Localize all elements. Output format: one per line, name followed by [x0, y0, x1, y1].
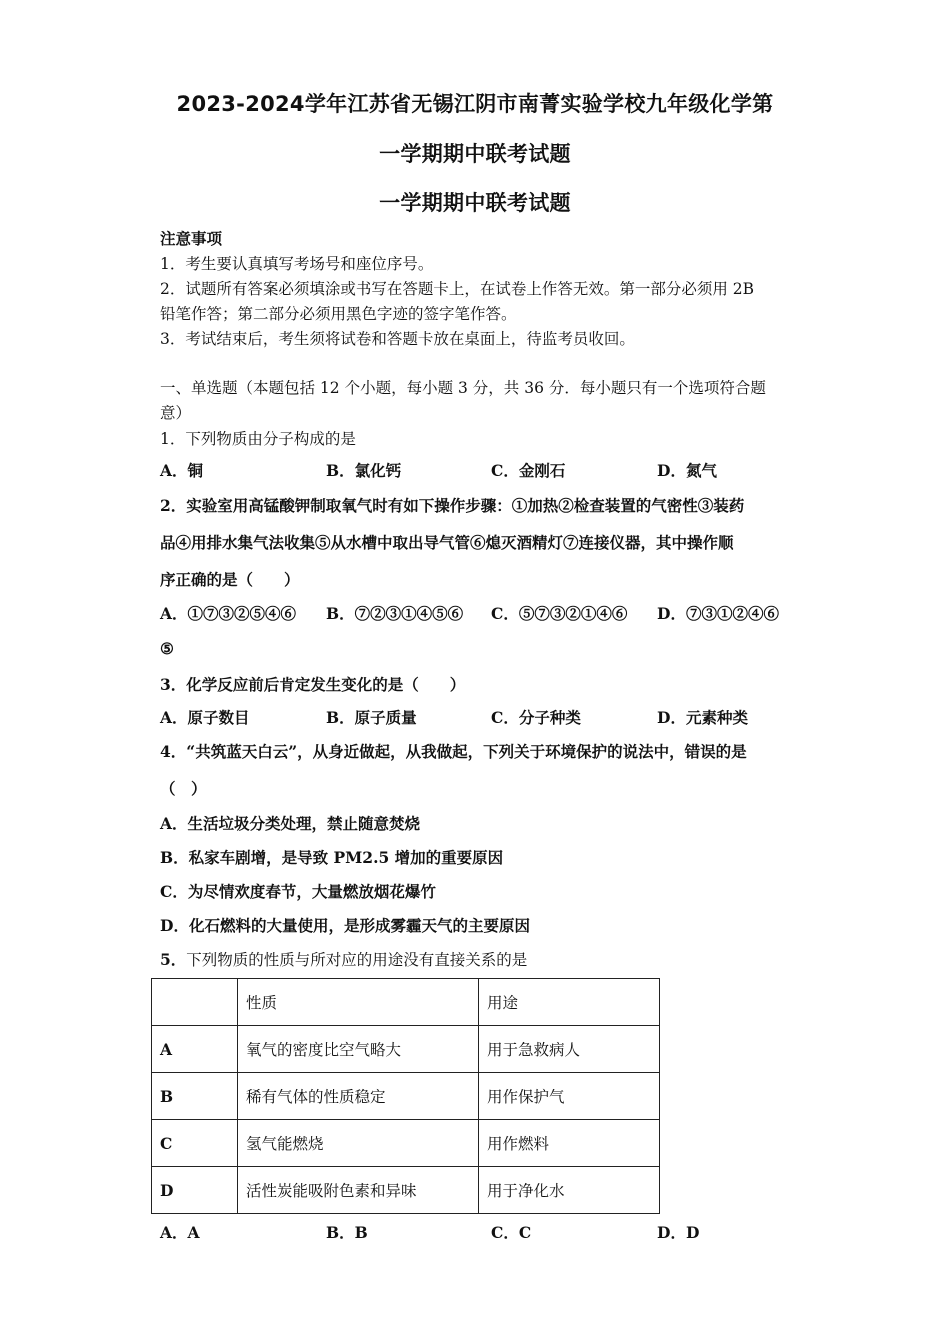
- question-2-option-d: D．⑦③①②④⑥: [657, 604, 779, 623]
- question-5-option-a: A．A: [160, 1223, 200, 1242]
- table-cell: 稀有气体的性质稳定: [238, 1073, 479, 1120]
- question-2-option-a: A．①⑦③②⑤④⑥: [160, 604, 297, 623]
- table-header-cell: 用途: [479, 979, 660, 1026]
- table-cell: 用作保护气: [479, 1073, 660, 1120]
- note-item: 3．考试结束后，考生须将试卷和答题卡放在桌面上，待监考员收回。: [160, 330, 635, 348]
- title-line-2: 一学期期中联考试题: [379, 142, 571, 166]
- table-cell: 氧气的密度比空气略大: [238, 1026, 479, 1073]
- question-5-option-d: D．D: [657, 1223, 700, 1242]
- question-2-stem-end: 序正确的是（ ）: [160, 570, 300, 589]
- table-row: [152, 1120, 660, 1167]
- section-heading-cont: 意）: [160, 404, 192, 422]
- question-2-stem-cont: 品④用排水集气法收集⑤从水槽中取出导气管⑥熄灭酒精灯⑦连接仪器，其中操作顺: [160, 533, 734, 552]
- question-2-option-b: B．⑦②③①④⑤⑥: [326, 604, 464, 623]
- table-header-row: [152, 979, 660, 1026]
- question-5-option-b: B．B: [326, 1223, 368, 1242]
- question-4-option-b: B．私家车剧增，是导致 PM2.5 增加的重要原因: [160, 848, 504, 867]
- title-line-1: 2023-2024学年江苏省无锡江阴市南菁实验学校九年级化学第: [176, 92, 774, 116]
- table-cell: B: [152, 1073, 238, 1120]
- table-cell: C: [152, 1120, 238, 1167]
- table-row: [152, 1026, 660, 1073]
- question-1-option-c: C．金刚石: [491, 461, 566, 480]
- question-5-option-c: C．C: [491, 1223, 532, 1242]
- question-3-option-d: D．元素种类: [657, 708, 748, 727]
- question-1-stem: 1．下列物质由分子构成的是: [160, 430, 356, 448]
- question-5-stem: [160, 948, 527, 970]
- question-5-number: 5．: [160, 950, 187, 969]
- table-cell: A: [152, 1026, 238, 1073]
- question-5-text: 下列物质的性质与所对应的用途没有直接关系的是: [186, 951, 528, 969]
- section-heading: 一、单选题（本题包括 12 个小题，每小题 3 分，共 36 分．每小题只有一个选项符合题: [160, 379, 766, 397]
- note-item: 1．考生要认真填写考场号和座位序号。: [160, 255, 434, 273]
- question-3-option-a: A．原子数目: [160, 708, 250, 727]
- question-2-option-c: C．⑤⑦③②①④⑥: [491, 604, 628, 623]
- notes-heading: 注意事项: [160, 229, 223, 248]
- question-1-option-b: B．氯化钙: [326, 461, 402, 480]
- table-row: [152, 1167, 660, 1214]
- question-3-option-b: B．原子质量: [326, 708, 417, 727]
- question-4-option-c: C．为尽情欢度春节，大量燃放烟花爆竹: [160, 882, 436, 901]
- table-cell: 用作燃料: [479, 1120, 660, 1167]
- table-cell: D: [152, 1167, 238, 1214]
- note-item: 铅笔作答；第二部分必须用黑色字迹的签字笔作答。: [160, 305, 517, 323]
- properties-table: [151, 978, 660, 1214]
- table-cell: 氢气能燃烧: [238, 1120, 479, 1167]
- table-cell: 用于净化水: [479, 1167, 660, 1214]
- question-4-stem-cont: （ ）: [160, 779, 207, 798]
- question-4-stem: 4．“共筑蓝天白云”，从身近做起，从我做起，下列关于环境保护的说法中，错误的是: [160, 742, 747, 761]
- table-row: [152, 1073, 660, 1120]
- question-4-option-d: D．化石燃料的大量使用，是形成雾霾天气的主要原因: [160, 916, 530, 935]
- note-item: 2．试题所有答案必须填涂或书写在答题卡上，在试卷上作答无效。第一部分必须用 2B: [160, 280, 755, 298]
- question-2-stem: 2．实验室用高锰酸钾制取氧气时有如下操作步骤：①加热②检查装置的气密性③装药: [160, 496, 745, 515]
- question-1-option-a: A．铜: [160, 461, 204, 480]
- table-header-cell: [152, 979, 238, 1026]
- table-cell: 用于急救病人: [479, 1026, 660, 1073]
- table-header-cell: 性质: [238, 979, 479, 1026]
- question-3-stem: 3．化学反应前后肯定发生变化的是（ ）: [160, 675, 466, 694]
- table-cell: 活性炭能吸附色素和异味: [238, 1167, 479, 1214]
- title-line-3: 一学期期中联考试题: [379, 191, 571, 215]
- question-1-option-d: D．氮气: [657, 461, 717, 480]
- question-4-option-a: A．生活垃圾分类处理，禁止随意焚烧: [160, 814, 421, 833]
- question-3-option-c: C．分子种类: [491, 708, 581, 727]
- question-2-option-d-wrap: ⑤: [160, 639, 174, 658]
